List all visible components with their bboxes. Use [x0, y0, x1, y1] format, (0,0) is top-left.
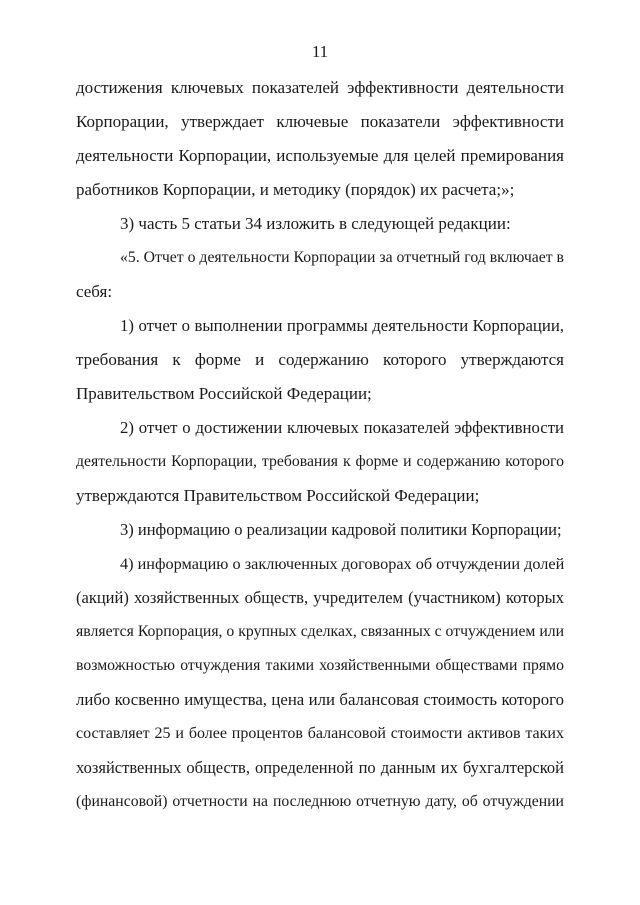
paragraph-first-line: 1) отчет о выполнении программы деятельности Корпорации,	[120, 316, 564, 335]
paragraph-first-line: «5. Отчет о деятельности Корпорации за отчетный год включает в	[120, 249, 564, 266]
text-line: достижения ключевых показателей эффективности деятельности	[76, 78, 564, 97]
page-number: 11	[311, 42, 329, 61]
text-line: деятельности Корпорации, требования к форме и содержанию которого	[76, 453, 564, 470]
text-line: либо косвенно имущества, цена или балансовая стоимость которого	[76, 690, 564, 709]
text-line: деятельности Корпорации, используемые для целей премирования	[76, 146, 564, 165]
text-line: хозяйственных обществ, определенной по данным их бухгалтерской	[76, 758, 564, 777]
text-line: утверждаются Правительством Российской Федерации;	[76, 486, 480, 505]
paragraph-first-line: 4) информацию о заключенных договорах об отчуждении долей	[120, 555, 565, 573]
text-line: Корпорации, утверждает ключевые показатели эффективности	[76, 112, 564, 131]
text-line: (акций) хозяйственных обществ, учредителем (участником) которых	[76, 588, 564, 607]
text-line: требования к форме и содержанию которого утверждаются	[76, 350, 564, 369]
paragraph-first-line: 3) часть 5 статьи 34 изложить в следующей редакции:	[120, 214, 511, 233]
text-line: составляет 25 и более процентов балансовой стоимости активов таких	[76, 725, 564, 742]
paragraph-first-line: 2) отчет о достижении ключевых показателей эффективности	[120, 418, 564, 437]
text-line: (финансовой) отчетности на последнюю отчетную дату, об отчуждении	[76, 793, 564, 810]
text-line: является Корпорация, о крупных сделках, связанных с отчуждением или	[76, 623, 565, 640]
text-line: себя:	[76, 282, 113, 301]
paragraph-first-line: 3) информацию о реализации кадровой политики Корпорации;	[120, 520, 562, 539]
text-line: возможностью отчуждения такими хозяйственными обществами прямо	[76, 657, 564, 674]
text-line: Правительством Российской Федерации;	[76, 384, 372, 403]
text-line: работников Корпорации, и методику (порядок) их расчета;»;	[76, 180, 515, 199]
